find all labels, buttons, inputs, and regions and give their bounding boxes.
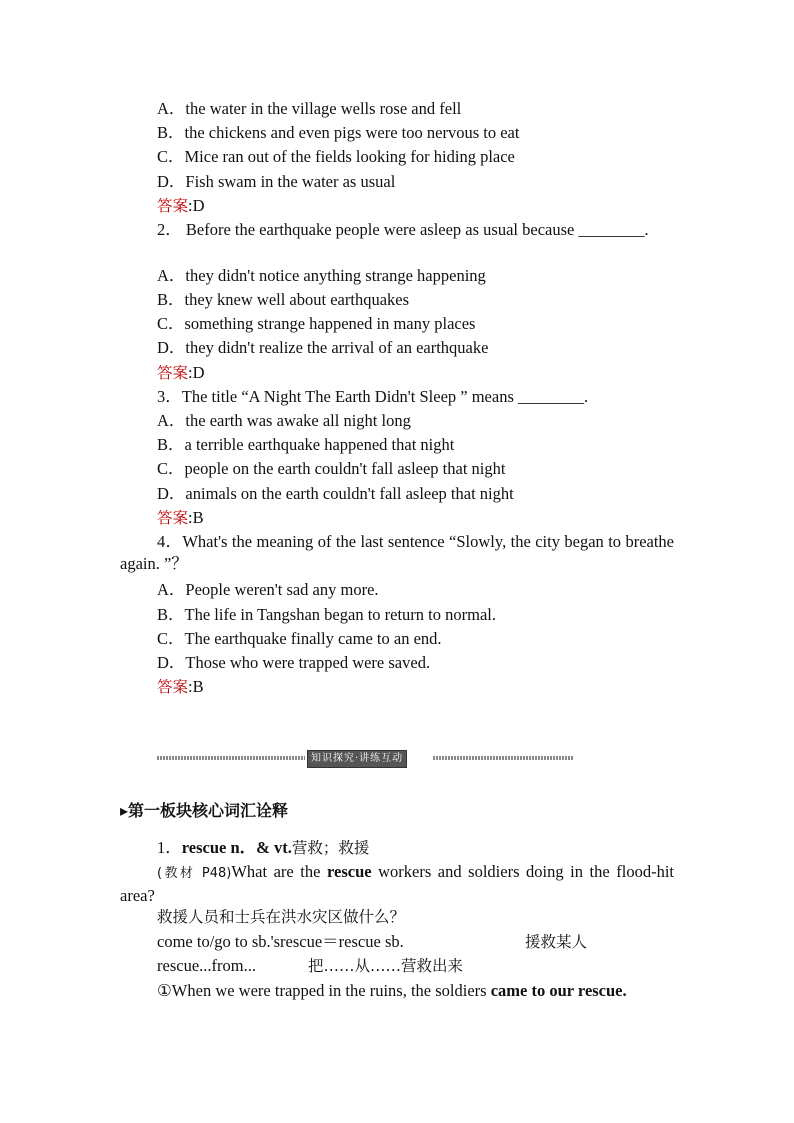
- vocab-example-cn: 救援人员和士兵在洪水灾区做什么？: [157, 908, 406, 926]
- q4-option-d: D．Those who were trapped were saved.: [157, 653, 431, 672]
- textbook-ref: (教材 P48): [157, 866, 232, 881]
- divider-rule-left: [157, 756, 305, 760]
- q3-option-a: A．the earth was awake all night long: [157, 411, 411, 430]
- q4-option-b: B．The life in Tangshan began to return to normal.: [157, 605, 496, 624]
- vocab-meaning: 营救；救援: [291, 839, 370, 857]
- q3-answer: [157, 507, 204, 529]
- answer-value: :D: [188, 196, 205, 215]
- q3-option-c: C．people on the earth couldn't fall asleep that night: [157, 459, 506, 478]
- answer-label: 答案: [157, 509, 189, 527]
- vocab-heading: [157, 837, 369, 859]
- q2-option-b: B．they knew well about earthquakes: [157, 290, 410, 309]
- vocab-word: rescue n．& vt.: [181, 838, 292, 857]
- q2-answer: [157, 362, 205, 384]
- answer-value: :B: [188, 508, 204, 527]
- answer-value: :D: [188, 363, 205, 382]
- q2-option-d: D．they didn't realize the arrival of an earthquake: [157, 338, 489, 357]
- q4-stem: 4．What's the meaning of the last sentence “Slowly, the city began to breathe again. ”？: [120, 532, 674, 573]
- q1-answer: [157, 195, 205, 217]
- divider-rule-right: [433, 756, 573, 760]
- vocab-example-en: [120, 861, 674, 907]
- q2-stem: 2． Before the earthquake people were asleep as usual because ________.: [157, 220, 649, 239]
- q1-option-c: C．Mice ran out of the fields looking for hiding place: [157, 147, 515, 166]
- divider-badge: 知识探究·讲练互动: [307, 750, 407, 768]
- vocab-number: 1．: [157, 838, 182, 857]
- exercise-text: ①When we were trapped in the ruins, the soldiers: [157, 981, 491, 1000]
- q4-answer: [157, 676, 204, 698]
- phrase-1-en: come to/go to sb.'srescue＝rescue sb.: [157, 932, 404, 951]
- answer-label: 答案: [157, 197, 189, 215]
- q2-option-a: A．they didn't notice anything strange happening: [157, 266, 486, 285]
- section-divider: [157, 750, 573, 766]
- answer-label: 答案: [157, 364, 189, 382]
- exercise-keyword: came to our rescue.: [490, 981, 627, 1000]
- q1-option-a: A．the water in the village wells rose and fell: [157, 99, 462, 118]
- vocab-exercise-1: [120, 980, 674, 1002]
- q2-option-c: C．something strange happened in many places: [157, 314, 476, 333]
- example-text: What are the: [231, 862, 327, 881]
- answer-label: 答案: [157, 678, 189, 696]
- q3-option-b: B．a terrible earthquake happened that night: [157, 435, 455, 454]
- example-text-rest: workers and soldiers doing in the flood-hit area?: [120, 862, 674, 905]
- answer-value: :B: [188, 677, 204, 696]
- q4-option-a: A．People weren't sad any more.: [157, 580, 379, 599]
- q1-option-b: B．the chickens and even pigs were too nervous to eat: [157, 123, 520, 142]
- example-keyword: rescue: [326, 862, 372, 881]
- q3-option-d: D．animals on the earth couldn't fall asleep that night: [157, 484, 514, 503]
- phrase-1-cn: 援救某人: [525, 933, 588, 951]
- q3-stem: 3．The title “A Night The Earth Didn't Sleep ” means ________.: [157, 387, 589, 406]
- phrase-2-en: rescue...from...: [157, 956, 256, 975]
- phrase-2-cn: 把……从……营救出来: [308, 957, 464, 975]
- q4-option-c: C．The earthquake finally came to an end.: [157, 629, 442, 648]
- section-title: ▸第一板块核心词汇诠释: [120, 801, 289, 820]
- q1-option-d: D．Fish swam in the water as usual: [157, 172, 396, 191]
